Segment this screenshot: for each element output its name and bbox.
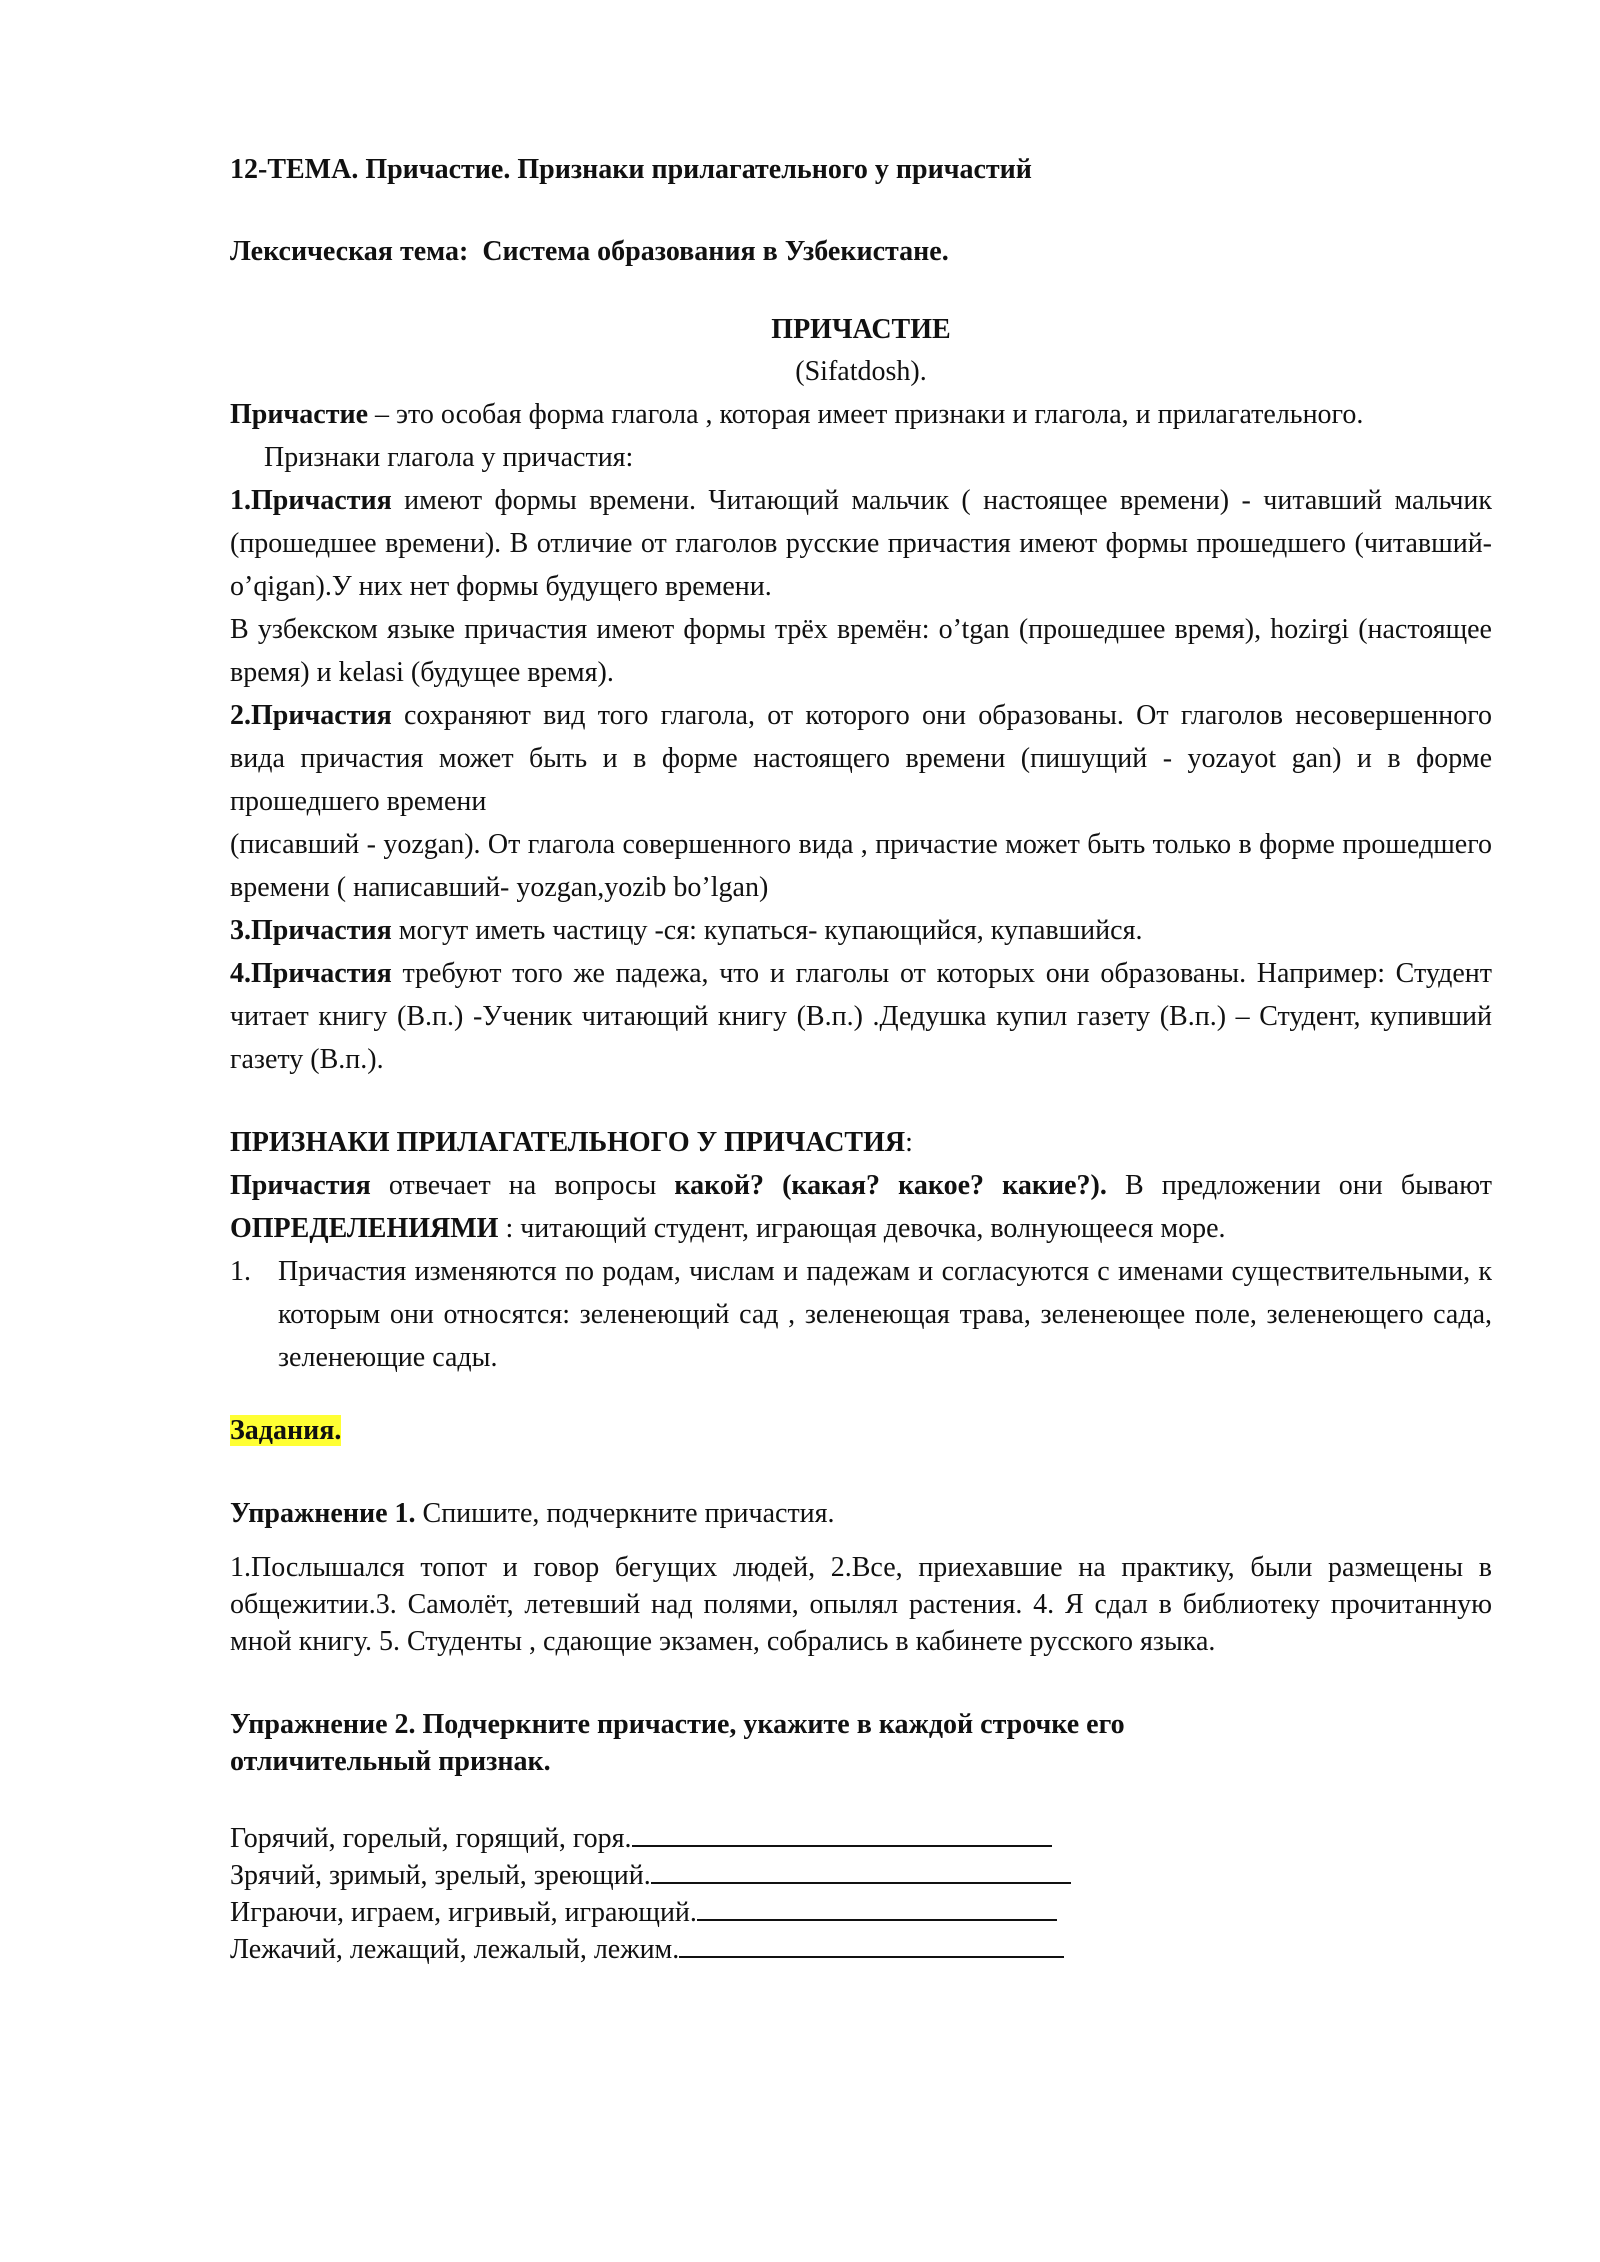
exercise-2-line [230,1857,1492,1894]
lexical-value: Система образования в Узбекистане. [482,236,949,267]
questions-text-3: : читающий студент, играющая девочка, волнующееся море. [498,1213,1226,1244]
point-1 [230,479,1492,608]
point-3-text: могут иметь частицу -ся: купаться- купающийся, купавшийся. [391,915,1143,946]
definitions-term: ОПРЕДЕЛЕНИЯМИ [230,1213,499,1244]
point-1-text: имеют формы времени. Читающий мальчик ( настоящее времени) - читавший мальчик (прошедшее времени). В отличие от глаголов русские причастия имеют формы прошедшего (читавший- o’qigan).У них нет формы будущего времени. [230,485,1492,602]
exercise-1-heading [230,1492,1492,1535]
answer-blank[interactable] [632,1821,1052,1847]
point-3 [230,909,1492,952]
tasks-heading [230,1409,1492,1452]
questions-term: Причастия [230,1170,371,1201]
point-2-number: 2.Причастия [230,700,392,731]
exercise-1-label: Упражнение 1. [230,1498,416,1529]
exercise-2-lines [230,1820,1492,1968]
answer-blank[interactable] [679,1932,1064,1958]
questions-text-2: В предложении они бывают [1106,1170,1492,1201]
exercise-2-line [230,1894,1492,1931]
exercise-2-line [230,1820,1492,1857]
adjective-signs-title: ПРИЗНАКИ ПРИЛАГАТЕЛЬНОГО У ПРИЧАСТИЯ [230,1127,906,1158]
questions-text: отвечает на вопросы [370,1170,675,1201]
lexical-label: Лексическая тема: [230,236,469,267]
section-subtitle: (Sifatdosh). [795,356,927,387]
document-page [230,150,1492,1968]
list-item [230,1250,1492,1379]
exercise-2-line-text: Лежачий, лежащий, лежалый, лежим. [230,1934,680,1965]
definition-paragraph [230,393,1492,436]
definition-text: – это особая форма глагола , которая имеет признаки и глагола, и прилагательного. [368,399,1364,430]
exercise-1-text: 1.Послышался топот и говор бегущих людей, 2.Все, приехавшие на практику, были размещены в общежитии.3. Самолёт, летевший над полями, опылял растения. 4. Я сдал в библиотеку прочитанную мной книгу. 5. Студенты , сдающие экзамен, собрались в кабинете русского языка. [230,1552,1492,1657]
list-item-number: 1. [230,1256,251,1287]
answer-blank[interactable] [697,1895,1057,1921]
point-2-text: сохраняют вид того глагола, от которого они образованы. От глаголов несовершенного вида причастия может быть и в форме настоящего времени (пишущий - yozayot gan) и в форме прошедшего времени [230,700,1492,817]
answer-blank[interactable] [651,1858,1071,1884]
exercise-2-line [230,1931,1492,1968]
point-4-number: 4.Причастия [230,958,392,989]
exercise-2-heading: Упражнение 2. Подчеркните причастие, укажите в каждой строчке его отличительный признак. [230,1709,1125,1777]
point-1-continued: В узбекском языке причастия имеют формы трёх времён: o’tgan (прошедшее время), hozirgi (настоящее время) и kelasi (будущее время). [230,614,1492,688]
exercise-2-line-text: Играючи, играем, игривый, играющий. [230,1897,697,1928]
tasks-label: Задания. [230,1415,342,1446]
exercise-1-instruction: Спишите, подчеркните причастия. [415,1498,835,1529]
list-item-text: Причастия изменяются по родам, числам и падежам и согласуются с именами существительными, к которым они относятся: зеленеющий сад , зеленеющая трава, зеленеющее поле, зеленеющего сада, зеленеющие сады. [278,1256,1492,1373]
definition-term: Причастие [230,399,369,430]
point-2 [230,694,1492,823]
exercise-2-line-text: Горячий, горелый, горящий, горя. [230,1823,632,1854]
section-title-participle: ПРИЧАСТИЕ [771,314,951,345]
point-4-text: требуют того же падежа, что и глаголы от которых они образованы. Например: Студент читает книгу (В.п.) -Ученик читающий книгу (В.п.) .Дедушка купил газету (В.п.) – Студент, купивший газету (В.п.). [230,958,1492,1075]
adjective-signs-colon: : [905,1127,913,1158]
questions-list: какой? (какая? какое? какие?). [674,1170,1107,1201]
point-3-number: 3.Причастия [230,915,392,946]
verb-signs-heading: Признаки глагола у причастия: [264,442,634,473]
point-4 [230,952,1492,1081]
questions-paragraph [230,1164,1492,1250]
point-1-number: 1.Причастия [230,485,392,516]
topic-title: 12-ТЕМА. Причастие. Признаки прилагательного у причастий [230,154,1032,185]
point-2-continued: (писавший - yozgan). От глагола совершенного вида , причастие может быть только в форме прошедшего времени ( написавший- yozgan,yozib bo’lgan) [230,829,1492,903]
exercise-2-line-text: Зрячий, зримый, зрелый, зреющий. [230,1860,651,1891]
section-title-adjective-signs [230,1121,1492,1164]
lexical-topic [230,232,1492,272]
